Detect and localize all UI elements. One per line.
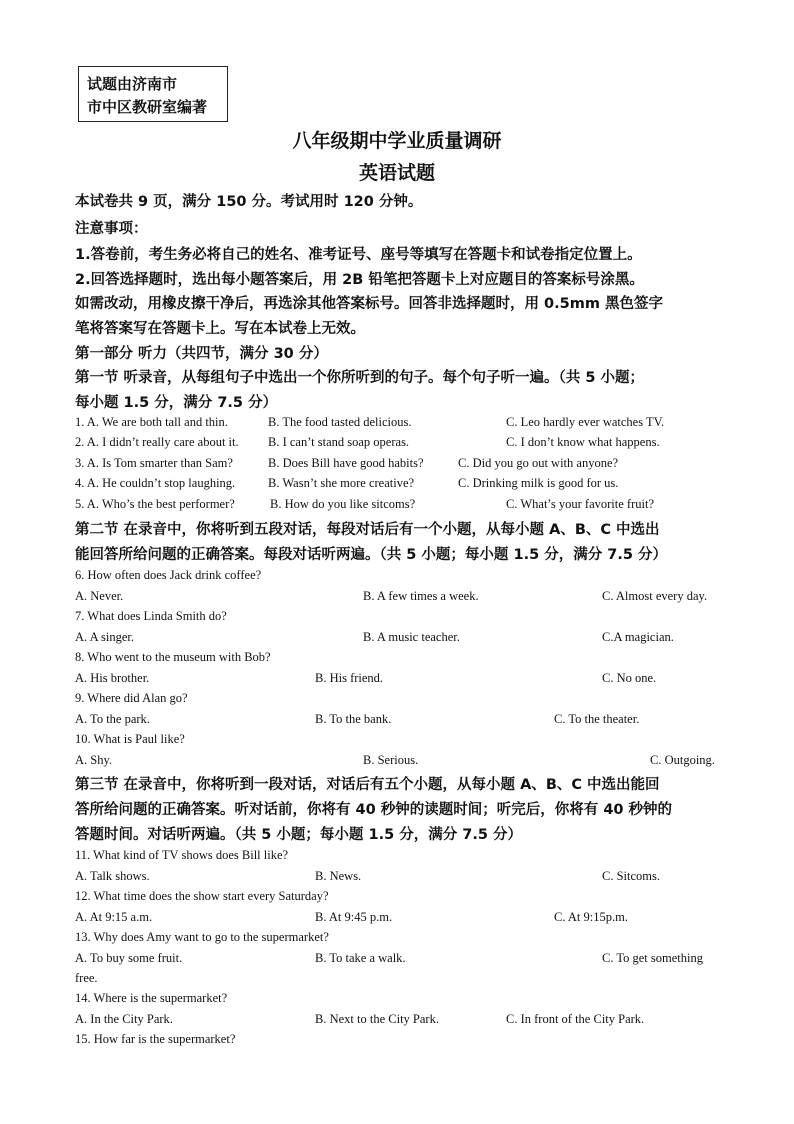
q13-stem: 13. Why does Amy want to go to the supermarket? [75, 930, 329, 944]
q11-option-b: B. News. [315, 869, 362, 883]
q9-option-b: B. To the bank. [315, 712, 392, 726]
q5-option-b: B. How do you like sitcoms? [270, 497, 416, 511]
q4-option-a: 4. A. He couldn’t stop laughing. [75, 476, 236, 490]
q8-option-a: A. His brother. [75, 671, 150, 685]
q14-option-c: C. In front of the City Park. [506, 1012, 645, 1026]
q7-option-b: B. A music teacher. [363, 630, 460, 644]
q3-option-b: B. Does Bill have good habits? [268, 456, 424, 470]
part1-title: 第一部分 听力（共四节，满分 30 分） [75, 346, 328, 362]
q14-option-a: A. In the City Park. [75, 1012, 173, 1026]
q3-option-c: C. Did you go out with anyone? [458, 456, 619, 470]
q13-option-b: B. To take a walk. [315, 951, 406, 965]
sec1-instructions-1: 第一节 听录音，从每组句子中选出一个你所听到的句子。每个句子听一遍。（共 5 小题； [75, 370, 644, 386]
sec3-instructions-2: 答所给问题的正确答案。听对话前，你将有 40 秒钟的读题时间；听完后，你将有 40 秒钟的 [75, 802, 673, 818]
q9-stem: 9. Where did Alan go? [75, 691, 188, 705]
q10-option-a: A. Shy. [75, 753, 113, 767]
sec3-instructions-3: 答题时间。对话听两遍。（共 5 小题；每小题 1.5 分，满分 7.5 分） [75, 827, 522, 843]
notice-title: 注意事项： [75, 221, 148, 237]
q8-option-b: B. His friend. [315, 671, 384, 685]
q6-option-c: C. Almost every day. [602, 589, 708, 603]
q13-option-a: A. To buy some fruit. [75, 951, 183, 965]
source-stamp [78, 66, 228, 122]
stamp-line-2: 市中区教研室编著 [87, 98, 208, 116]
q12-option-a: A. At 9:15 a.m. [75, 910, 153, 924]
q10-option-c: C. Outgoing. [650, 753, 715, 767]
q13-option-c-wrap: free. [75, 971, 98, 985]
q4-option-b: B. Wasn’t she more creative? [268, 476, 415, 490]
notice-3a: 如需改动，用橡皮擦干净后，再选涂其他答案标号。回答非选择题时，用 0.5mm 黑色签字 [75, 296, 663, 312]
q12-option-c: C. At 9:15p.m. [554, 910, 628, 924]
stamp-line-1: 试题由济南市 [87, 75, 178, 93]
sec1-instructions-2: 每小题 1.5 分，满分 7.5 分） [75, 395, 278, 411]
q14-option-b: B. Next to the City Park. [315, 1012, 439, 1026]
q3-option-a: 3. A. Is Tom smarter than Sam? [75, 456, 233, 470]
q10-stem: 10. What is Paul like? [75, 732, 185, 746]
q5-option-c: C. What’s your favorite fruit? [506, 497, 654, 511]
q1-option-c: C. Leo hardly ever watches TV. [506, 415, 665, 429]
q13-option-c: C. To get something [602, 951, 703, 965]
q5-option-a: 5. A. Who’s the best performer? [75, 497, 235, 511]
q6-stem: 6. How often does Jack drink coffee? [75, 568, 262, 582]
q11-option-c: C. Sitcoms. [602, 869, 660, 883]
q15-stem: 15. How far is the supermarket? [75, 1032, 236, 1046]
exam-title: 八年级期中学业质量调研 [292, 130, 502, 152]
sec2-instructions-2: 能回答所给问题的正确答案。每段对话听两遍。（共 5 小题；每小题 1.5 分，满分 7.5 分） [75, 547, 667, 563]
q6-option-b: B. A few times a week. [363, 589, 479, 603]
q7-stem: 7. What does Linda Smith do? [75, 609, 227, 623]
intro-pages: 本试卷共 9 页，满分 150 分。考试用时 120 分钟。 [75, 194, 423, 210]
exam-subject: 英语试题 [358, 162, 435, 184]
q11-option-a: A. Talk shows. [75, 869, 150, 883]
q1-option-b: B. The food tasted delicious. [268, 415, 412, 429]
q7-option-c: C.A magician. [602, 630, 674, 644]
q12-stem: 12. What time does the show start every Saturday? [75, 889, 329, 903]
q2-option-b: B. I can’t stand soap operas. [268, 435, 410, 449]
q14-stem: 14. Where is the supermarket? [75, 991, 228, 1005]
q9-option-a: A. To the park. [75, 712, 150, 726]
q4-option-c: C. Drinking milk is good for us. [458, 476, 619, 490]
q10-option-b: B. Serious. [363, 753, 419, 767]
q6-option-a: A. Never. [75, 589, 124, 603]
q9-option-c: C. To the theater. [554, 712, 640, 726]
notice-3b: 笔将答案写在答题卡上。写在本试卷上无效。 [75, 321, 365, 337]
notice-2: 2.回答选择题时，选出每小题答案后，用 2B 铅笔把答题卡上对应题目的答案标号涂黑。 [75, 272, 644, 288]
q8-stem: 8. Who went to the museum with Bob? [75, 650, 271, 664]
sec2-instructions-1: 第二节 在录音中，你将听到五段对话，每段对话后有一个小题，从每小题 A、B、C 中选出 [75, 522, 660, 538]
q11-stem: 11. What kind of TV shows does Bill like? [75, 848, 289, 862]
notice-1: 1.答卷前，考生务必将自己的姓名、准考证号、座号等填写在答题卡和试卷指定位置上。 [75, 247, 642, 263]
q8-option-c: C. No one. [602, 671, 657, 685]
q7-option-a: A. A singer. [75, 630, 135, 644]
q2-option-a: 2. A. I didn’t really care about it. [75, 435, 239, 449]
q12-option-b: B. At 9:45 p.m. [315, 910, 393, 924]
sec3-instructions-1: 第三节 在录音中，你将听到一段对话，对话后有五个小题，从每小题 A、B、C 中选出能回 [75, 777, 660, 793]
q2-option-c: C. I don’t know what happens. [506, 435, 660, 449]
q1-option-a: 1. A. We are both tall and thin. [75, 415, 228, 429]
